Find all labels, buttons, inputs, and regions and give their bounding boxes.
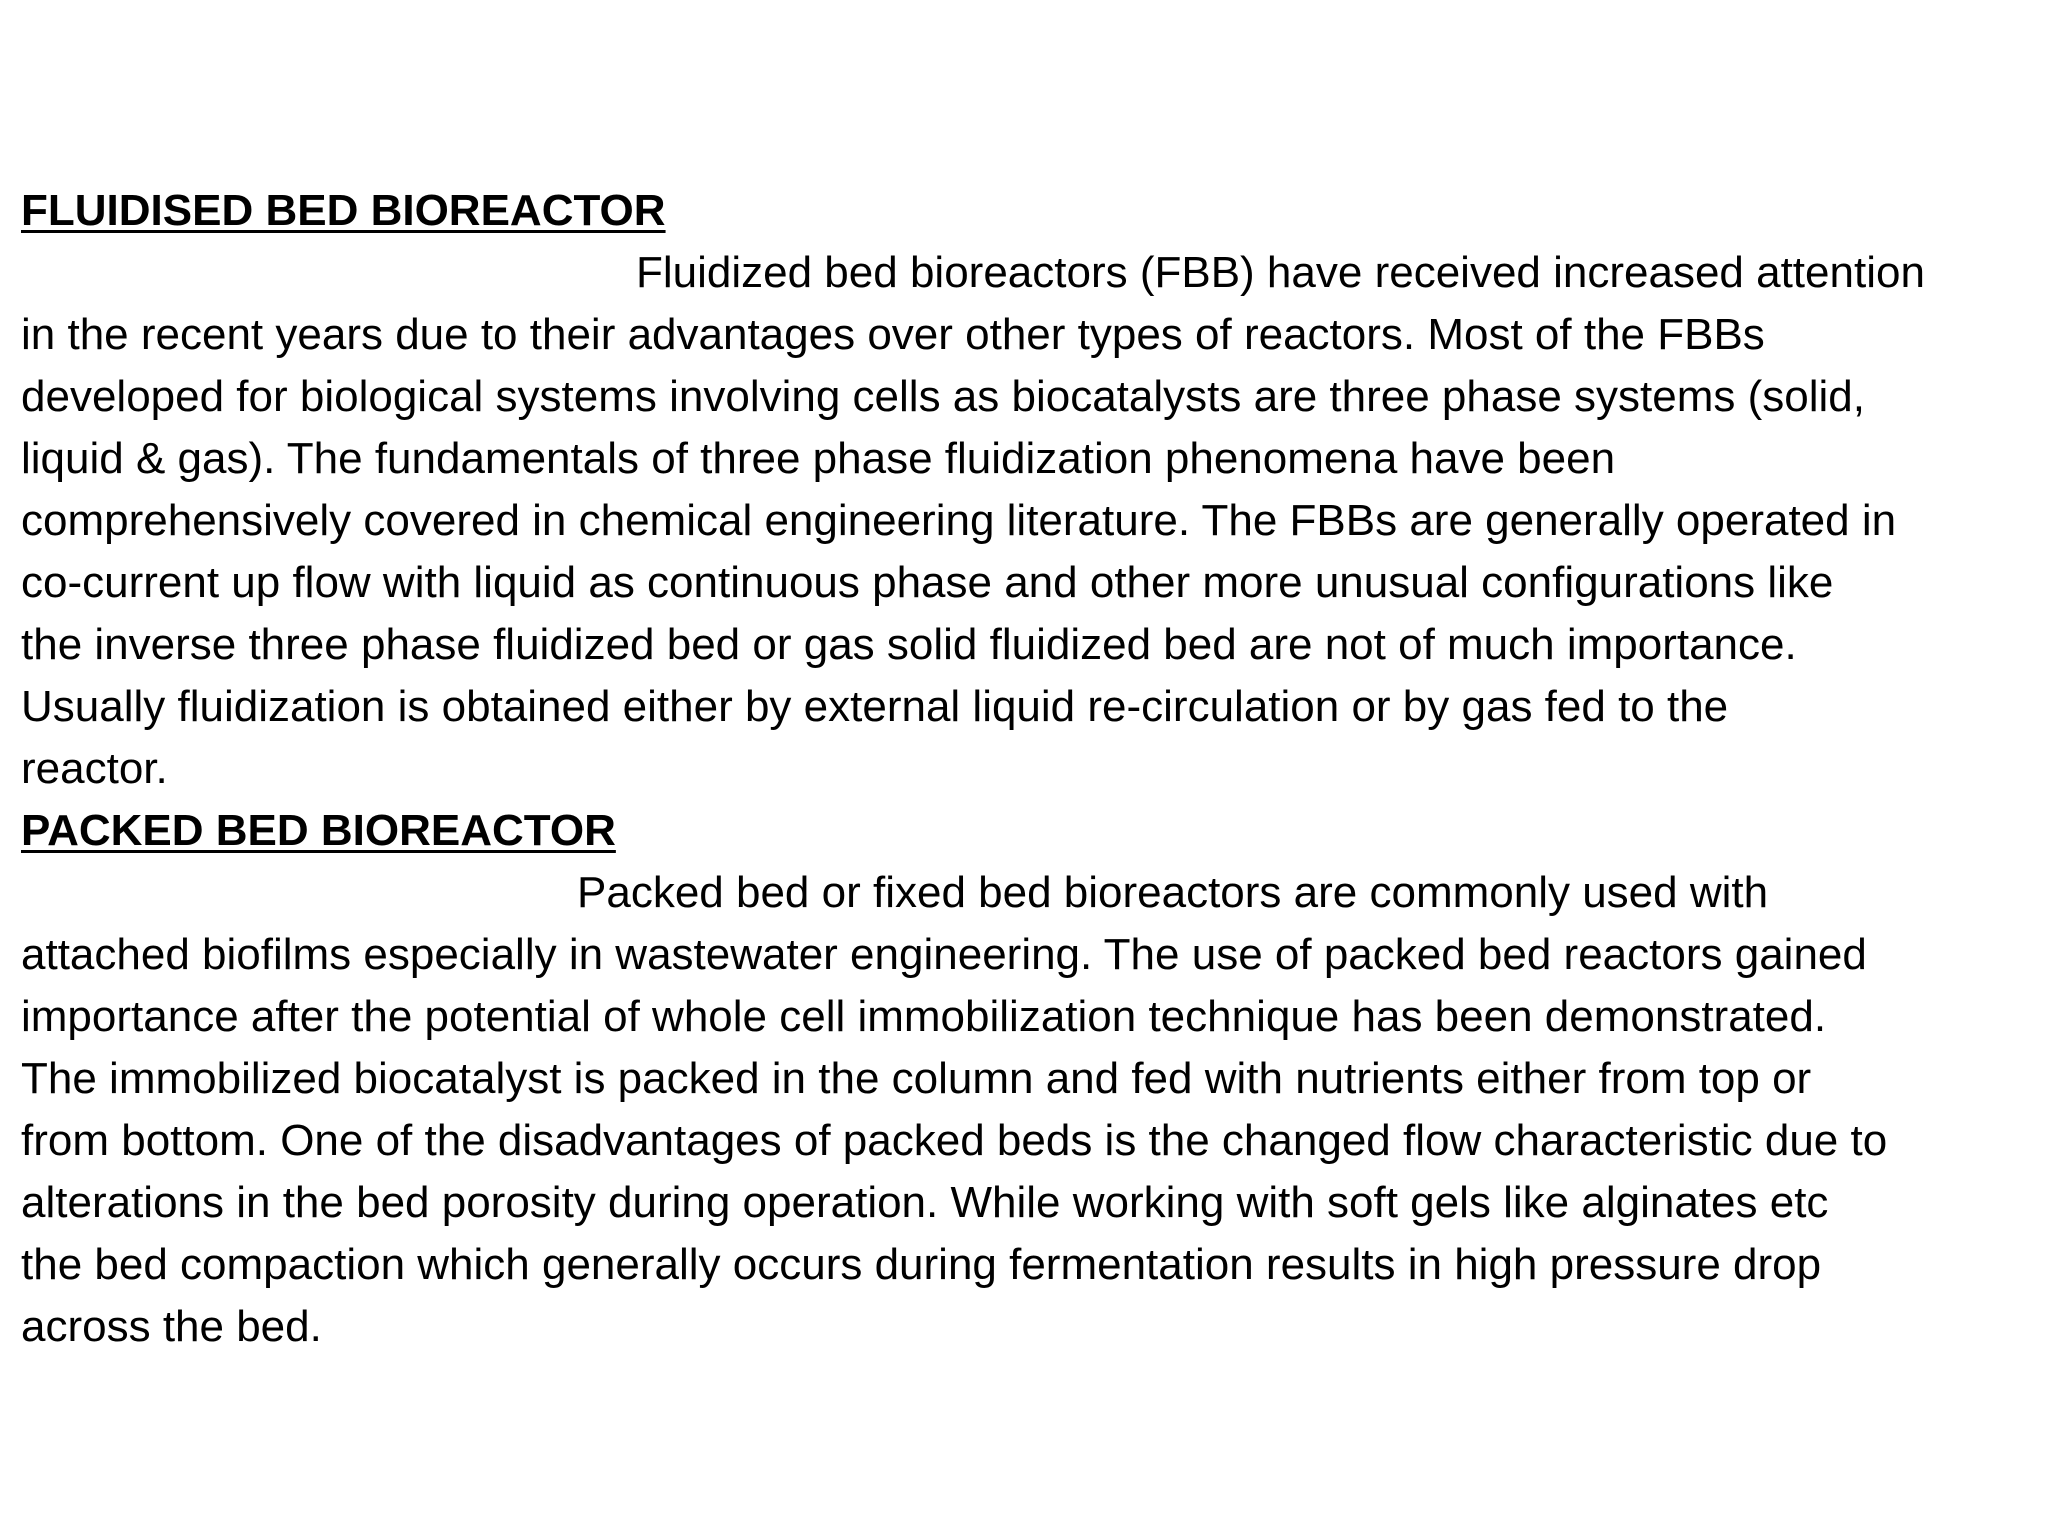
section-heading: FLUIDISED BED BIOREACTOR [21,186,666,235]
paragraph-line: in the recent years due to their advantages over other types of reactors. Most of the FBBs [21,310,1765,359]
fluidised-bed-section [21,180,2031,800]
paragraph-line: the bed compaction which generally occurs during fermentation results in high pressure drop [21,1240,1822,1289]
paragraph-line: across the bed. [21,1302,322,1351]
slide-content [21,180,2031,1358]
paragraph-line: The immobilized biocatalyst is packed in the column and fed with nutrients either from top or [21,1054,1812,1103]
packed-bed-section [21,800,2031,1358]
paragraph-line: from bottom. One of the disadvantages of packed beds is the changed flow characteristic due to [21,1116,1888,1165]
paragraph-line: comprehensively covered in chemical engineering literature. The FBBs are generally operated in [21,496,1897,545]
paragraph-line: developed for biological systems involving cells as biocatalysts are three phase systems (solid, [21,372,1865,421]
paragraph-line: Packed bed or fixed bed bioreactors are commonly used with [577,868,1769,917]
paragraph-line: alterations in the bed porosity during operation. While working with soft gels like alginates etc [21,1178,1829,1227]
paragraph-line: attached biofilms especially in wastewater engineering. The use of packed bed reactors gained [21,930,1867,979]
paragraph-line: the inverse three phase fluidized bed or gas solid fluidized bed are not of much importance. [21,620,1797,669]
paragraph-line: liquid & gas). The fundamentals of three phase fluidization phenomena have been [21,434,1616,483]
paragraph-line: Fluidized bed bioreactors (FBB) have received increased attention [636,248,1925,297]
section-heading: PACKED BED BIOREACTOR [21,806,616,855]
paragraph-line: Usually fluidization is obtained either by external liquid re-circulation or by gas fed to the [21,682,1729,731]
paragraph-line: co-current up flow with liquid as continuous phase and other more unusual configurations like [21,558,1834,607]
paragraph-line: importance after the potential of whole cell immobilization technique has been demonstrated. [21,992,1827,1041]
paragraph-line: reactor. [21,744,168,793]
